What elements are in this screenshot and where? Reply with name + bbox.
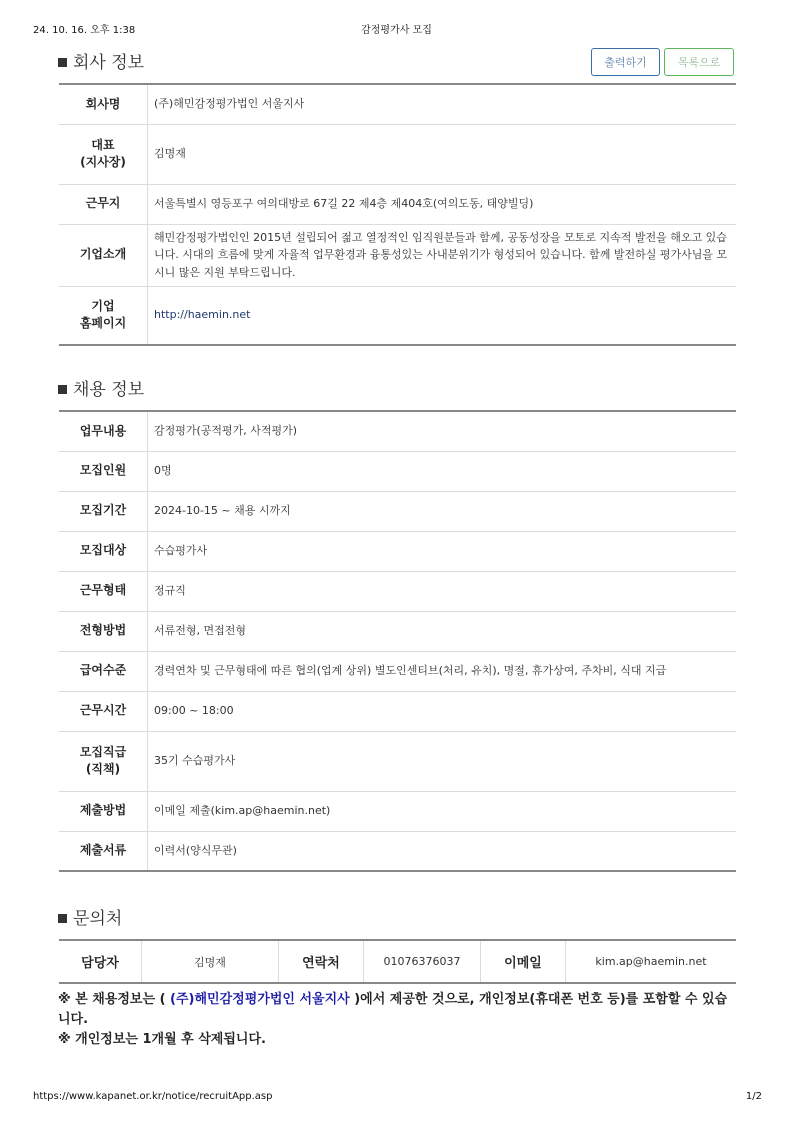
privacy-notice: [58, 990, 738, 1050]
table-row: [59, 84, 736, 124]
table-row: [59, 531, 736, 571]
email-label: 이메일: [481, 940, 566, 983]
ceo-value: 김명재: [148, 124, 737, 184]
row-label: 기업 홈페이지: [59, 286, 148, 345]
table-row: [59, 411, 736, 451]
table-row: [59, 791, 736, 831]
recruit-info-table: [59, 410, 736, 872]
table-row: [59, 691, 736, 731]
print-date: 24. 10. 16. 오후 1:38: [33, 25, 136, 36]
manager-label: 담당자: [59, 940, 142, 983]
company-intro-value: 해민감정평가법인인 2015년 설립되어 젊고 열정적인 임직원분들과 함께, 공동성장을 모토로 지속적 발전을 해오고 있습니다. 시대의 흐름에 맞게 자율적 업무환경과 융통성있는 사내분위기가 형성되어 있습니다. 함께 발전하실 평가사님을 모시니 많은 지원 부탁드립니다.: [148, 224, 737, 286]
table-row: [59, 651, 736, 691]
salary-value: 경력연차 및 근무형태에 따른 협의(업계 상위) 별도인센티브(처리, 유치), 명절, 휴가상여, 주차비, 식대 지급: [148, 651, 737, 691]
work-hours-value: 09:00 ~ 18:00: [148, 691, 737, 731]
row-label: 근무시간: [59, 691, 148, 731]
table-row: [59, 940, 736, 983]
company-info-table: [59, 83, 736, 346]
row-label: 급여수준: [59, 651, 148, 691]
email-value: kim.ap@haemin.net: [595, 955, 707, 968]
print-page-title: 감정평가사 모집: [361, 25, 432, 36]
table-row: [59, 571, 736, 611]
row-label: 대표 (지사장): [59, 124, 148, 184]
print-page-number: 1/2: [745, 1091, 762, 1102]
company-section-title: 회사 정보: [58, 48, 144, 73]
table-row: [59, 124, 736, 184]
position-value: 35기 수습평가사: [148, 731, 737, 791]
row-label: 전형방법: [59, 611, 148, 651]
row-label: 제출방법: [59, 791, 148, 831]
company-name-value: (주)해민감정평가법인 서울지사: [148, 84, 737, 124]
headcount-value: 0명: [148, 451, 737, 491]
employment-type-value: 정규직: [148, 571, 737, 611]
square-bullet-icon: [58, 385, 67, 394]
notice-line-2: ※ 개인정보는 1개월 후 삭제됩니다.: [58, 1032, 266, 1047]
row-label: 업무내용: [59, 411, 148, 451]
documents-value: 이력서(양식무관): [154, 843, 237, 857]
table-row: [59, 491, 736, 531]
manager-value: 김명재: [142, 940, 279, 983]
homepage-cell: [148, 286, 737, 345]
row-label: 모집직급 (직책): [59, 731, 148, 791]
back-to-list-button[interactable]: 목록으로: [664, 48, 734, 76]
table-row: [59, 224, 736, 286]
row-label: 기업소개: [59, 224, 148, 286]
recruit-period-value: 2024-10-15 ~ 채용 시까지: [148, 491, 737, 531]
table-row: [59, 611, 736, 651]
row-label: 모집대상: [59, 531, 148, 571]
table-row: [59, 286, 736, 345]
row-label: 모집기간: [59, 491, 148, 531]
row-label: 회사명: [59, 84, 148, 124]
phone-value: 01076376037: [364, 940, 481, 983]
row-label: 제출서류: [59, 831, 148, 871]
contact-section-title: 문의처: [58, 904, 122, 929]
row-label: 모집인원: [59, 451, 148, 491]
contact-table: [59, 939, 736, 984]
selection-method-value: 서류전형, 면접전형: [148, 611, 737, 651]
print-page-url: https://www.kapanet.or.kr/notice/recruitApp.asp: [33, 1091, 273, 1102]
print-button[interactable]: 출력하기: [591, 48, 660, 76]
row-label: 근무형태: [59, 571, 148, 611]
notice-company-name: (주)해민감정평가법인 서울지사: [170, 992, 350, 1007]
table-row: [59, 184, 736, 224]
table-row: [59, 731, 736, 791]
square-bullet-icon: [58, 914, 67, 923]
notice-line-1: ※ 본 채용정보는 ( (주)해민감정평가법인 서울지사 )에서 제공한 것으로, 개인정보(휴대폰 번호 등)를 포함할 수 있습니다.: [58, 992, 728, 1027]
table-row: [59, 451, 736, 491]
recruit-section-title: 채용 정보: [58, 375, 144, 400]
row-label: 근무지: [59, 184, 148, 224]
phone-label: 연락처: [279, 940, 364, 983]
homepage-link[interactable]: http://haemin.net: [154, 308, 251, 322]
square-bullet-icon: [58, 58, 67, 67]
work-location-value: 서울특별시 영등포구 여의대방로 67길 22 제4층 제404호(여의도동, 태양빌딩): [148, 184, 737, 224]
job-description-value: 감정평가(공적평가, 사적평가): [148, 411, 737, 451]
submission-method-value: 이메일 제출(kim.ap@haemin.net): [148, 791, 737, 831]
table-row: [59, 831, 736, 871]
recruit-target-value: 수습평가사: [148, 531, 737, 571]
